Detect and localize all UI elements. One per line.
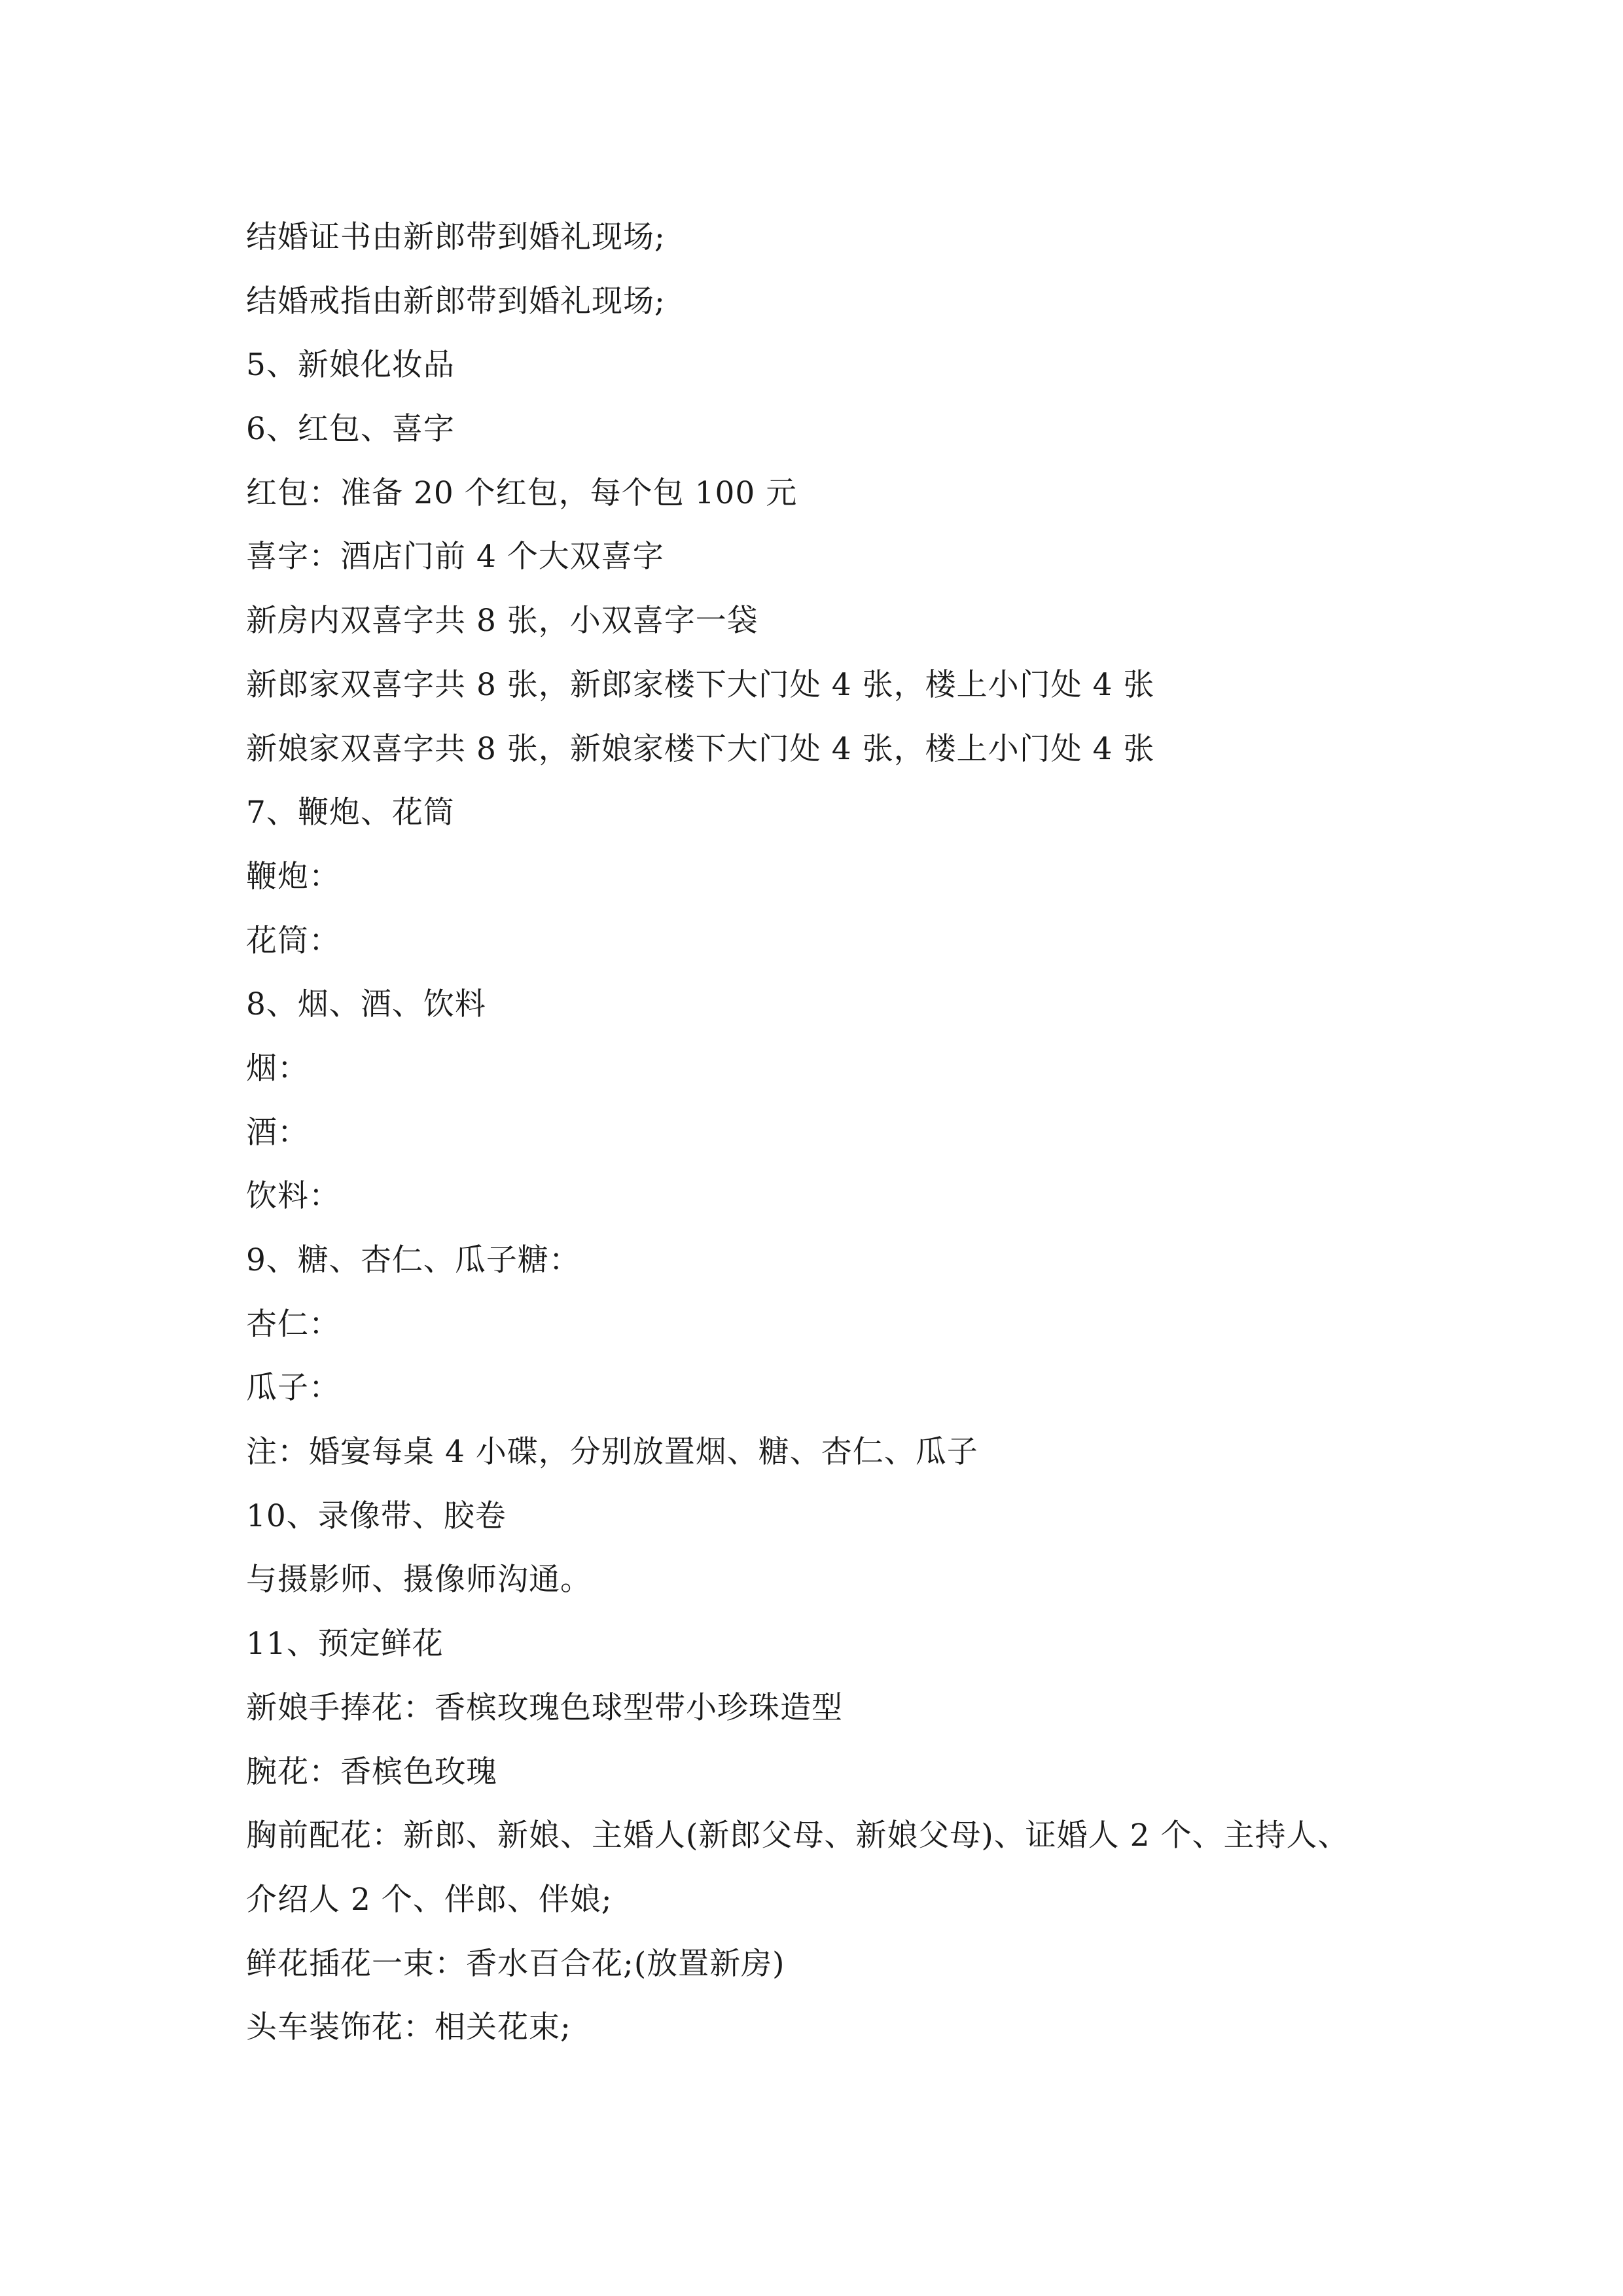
text-line: 鲜花插花一束：香水百合花;(放置新房)	[246, 1945, 785, 1982]
text-line: 花筒：	[246, 922, 340, 959]
text-line: 头车装饰花：相关花束;	[246, 2009, 571, 2046]
note-line: 注：婚宴每桌 4 小碟，分别放置烟、糖、杏仁、瓜子	[246, 1434, 978, 1471]
text-line: 新娘家双喜字共 8 张，新娘家楼下大门处 4 张，楼上小门处 4 张	[246, 730, 1155, 767]
text-line: 新娘手捧花：香槟玫瑰色球型带小珍珠造型	[246, 1689, 843, 1726]
section-heading: 10、录像带、胶卷	[246, 1498, 507, 1534]
section-heading: 7、鞭炮、花筒	[246, 795, 455, 831]
text-line: 胸前配花：新郎、新娘、主婚人(新郎父母、新娘父母)、证婚人 2 个、主持人、	[246, 1818, 1349, 1854]
text-line: 酒：	[246, 1114, 309, 1151]
text-line: 新房内双喜字共 8 张，小双喜字一袋	[246, 603, 758, 639]
text-line: 结婚戒指由新郎带到婚礼现场;	[246, 283, 666, 319]
text-line: 烟：	[246, 1050, 309, 1086]
text-line: 新郎家双喜字共 8 张，新郎家楼下大门处 4 张，楼上小门处 4 张	[246, 666, 1155, 703]
document-body	[246, 206, 1437, 2060]
text-line: 瓜子：	[246, 1370, 340, 1407]
text-line: 腕花：香槟色玫瑰	[246, 1753, 497, 1790]
text-line: 鞭炮：	[246, 858, 340, 895]
text-line: 结婚证书由新郎带到婚礼现场;	[246, 219, 666, 255]
section-heading: 8、烟、酒、饮料	[246, 986, 486, 1023]
section-heading: 9、糖、杏仁、瓜子糖：	[246, 1242, 580, 1278]
section-heading: 11、预定鲜花	[246, 1626, 444, 1662]
text-line: 喜字：酒店门前 4 个大双喜字	[246, 539, 664, 575]
text-line: 与摄影师、摄像师沟通。	[246, 1562, 592, 1598]
text-line: 饮料：	[246, 1178, 340, 1215]
text-line: 介绍人 2 个、伴郎、伴娘;	[246, 1881, 613, 1918]
text-line: 杏仁：	[246, 1306, 340, 1342]
text-line: 红包：准备 20 个红包，每个包 100 元	[246, 475, 798, 511]
section-heading: 5、新娘化妆品	[246, 347, 455, 384]
section-heading: 6、红包、喜字	[246, 411, 455, 448]
